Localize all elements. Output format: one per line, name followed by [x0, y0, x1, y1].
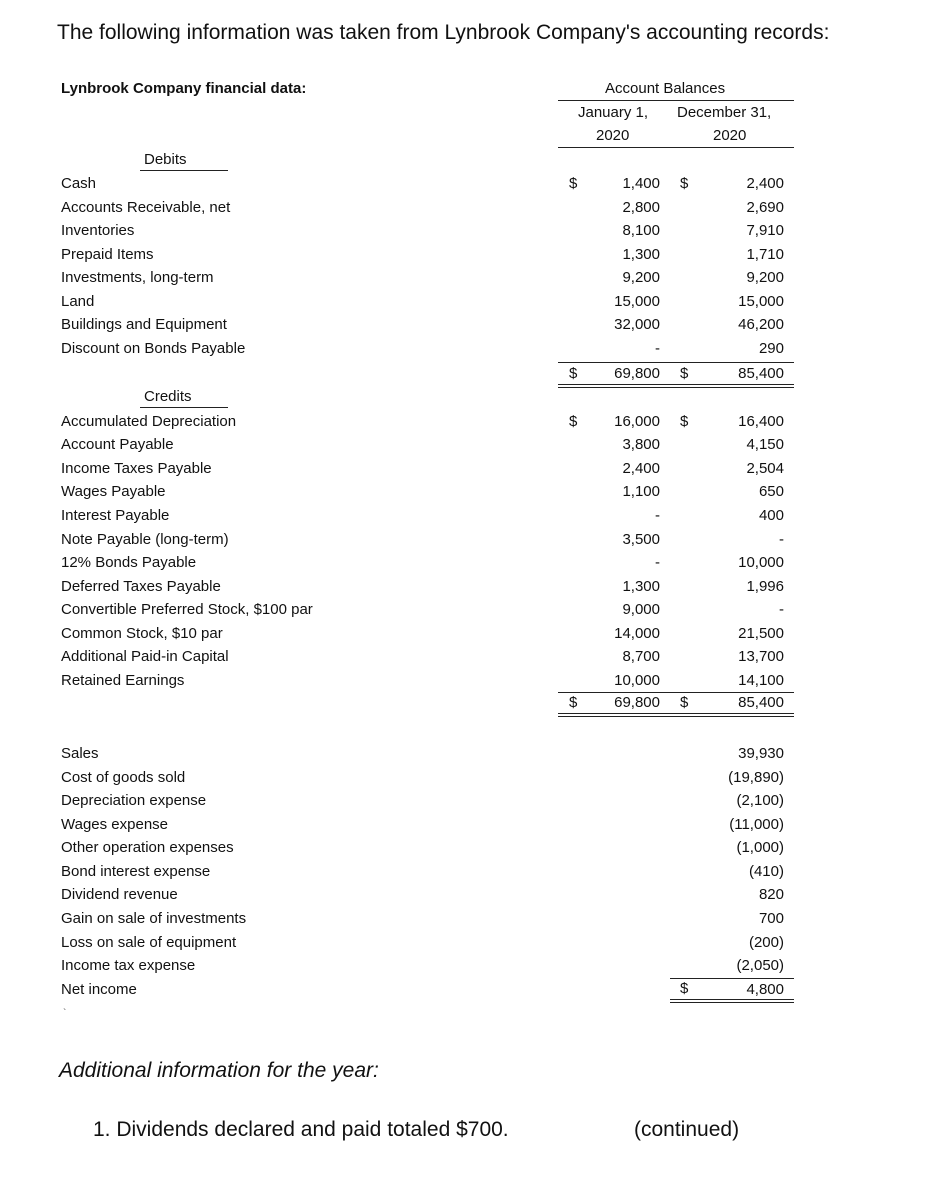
income-row-value: (200)	[748, 934, 784, 951]
credits-rule-top	[558, 692, 794, 693]
debits-rule-top	[558, 362, 794, 363]
debit-row-jan: 1,300	[622, 246, 660, 263]
debit-row-jan: 15,000	[614, 293, 660, 310]
debit-row-label: Discount on Bonds Payable	[61, 340, 246, 357]
credit-row-jan: 10,000	[614, 672, 660, 689]
account-balances-header: Account Balances	[605, 80, 726, 97]
credits-title: Credits	[144, 388, 192, 405]
debit-row-dec: 46,200	[738, 316, 784, 333]
income-row-value: (2,100)	[736, 792, 784, 809]
income-row-label: Depreciation expense	[61, 792, 207, 809]
debit-row-dec: 2,400	[746, 175, 784, 192]
income-row-value: 4,800	[746, 981, 784, 998]
credit-row-label: Deferred Taxes Payable	[61, 578, 221, 595]
dec-header-line2: 2020	[713, 127, 747, 144]
debit-row-jan: 9,200	[622, 269, 660, 286]
credit-row-jan: 3,500	[622, 531, 660, 548]
credit-row-dec: 14,100	[738, 672, 784, 689]
credit-row-label: Additional Paid-in Capital	[61, 648, 229, 665]
income-row-label: Net income	[61, 981, 137, 998]
debit-row-dec-dollar: $	[680, 175, 689, 192]
income-row-value: 39,930	[738, 745, 784, 762]
income-row-label: Bond interest expense	[61, 863, 211, 880]
income-row-value: (11,000)	[729, 816, 784, 833]
dec-header-line1: December 31,	[677, 104, 772, 121]
credit-row-label: Wages Payable	[61, 483, 166, 500]
credit-row-dec: -	[779, 531, 784, 548]
credits-total-dec-dollar: $	[680, 694, 689, 711]
intro-text: The following information was taken from Lynbrook Company's accounting records:	[57, 21, 830, 44]
credit-row-jan: -	[655, 554, 660, 571]
debit-row-jan: 1,400	[622, 175, 660, 192]
credit-row-jan: 2,400	[622, 460, 660, 477]
credit-row-dec: 16,400	[738, 413, 784, 430]
credit-row-label: 12% Bonds Payable	[61, 554, 197, 571]
income-rule-double	[670, 999, 794, 1003]
income-row-label: Sales	[61, 745, 99, 762]
credit-row-label: Convertible Preferred Stock, $100 par	[61, 601, 313, 618]
credit-row-jan: 3,800	[622, 436, 660, 453]
debit-row-jan: 32,000	[614, 316, 660, 333]
credit-row-label: Common Stock, $10 par	[61, 625, 223, 642]
debit-row-jan-dollar: $	[569, 175, 578, 192]
debit-row-label: Inventories	[61, 222, 135, 239]
income-row-label: Loss on sale of equipment	[61, 934, 237, 951]
credits-total-jan-dollar: $	[569, 694, 578, 711]
credit-row-label: Account Payable	[61, 436, 174, 453]
section-title: Lynbrook Company financial data:	[61, 80, 307, 97]
credit-row-dec: 13,700	[738, 648, 784, 665]
debits-total-dec: 85,400	[738, 365, 784, 382]
credit-row-dec: 4,150	[746, 436, 784, 453]
credit-row-jan: 1,300	[622, 578, 660, 595]
income-row-value: (2,050)	[736, 957, 784, 974]
credit-row-dec: 650	[758, 483, 784, 500]
debit-row-label: Prepaid Items	[61, 246, 154, 263]
debit-row-label: Land	[61, 293, 95, 310]
income-row-label: Gain on sale of investments	[61, 910, 247, 927]
debit-row-dec: 2,690	[746, 199, 784, 216]
debit-row-dec: 15,000	[738, 293, 784, 310]
tick-mark: `	[63, 1008, 67, 1019]
income-row-value: (410)	[748, 863, 784, 880]
credit-row-dec: 2,504	[746, 460, 784, 477]
debit-row-label: Buildings and Equipment	[61, 316, 227, 333]
income-row-label: Dividend revenue	[61, 886, 178, 903]
jan-header-line1: January 1,	[578, 104, 649, 121]
income-row-label: Wages expense	[61, 816, 169, 833]
credit-row-jan: 1,100	[622, 483, 660, 500]
income-row-label: Income tax expense	[61, 957, 196, 974]
credit-row-dec: -	[779, 601, 784, 618]
credit-row-label: Interest Payable	[61, 507, 170, 524]
credit-row-label: Accumulated Depreciation	[61, 413, 237, 430]
debit-row-dec: 7,910	[746, 222, 784, 239]
income-rule-top	[670, 978, 794, 979]
debits-total-jan-dollar: $	[569, 365, 578, 382]
header-rule-bottom	[558, 147, 794, 148]
debit-row-label: Cash	[61, 175, 97, 192]
income-row-label: Cost of goods sold	[61, 769, 186, 786]
additional-info-item-1: 1. Dividends declared and paid totaled $700.	[93, 1118, 509, 1141]
credit-row-label: Note Payable (long-term)	[61, 531, 229, 548]
debit-row-dec: 9,200	[746, 269, 784, 286]
debits-rule-double	[558, 384, 794, 388]
credit-row-dec-dollar: $	[680, 413, 689, 430]
income-row-value: (19,890)	[728, 769, 784, 786]
income-row-label: Other operation expenses	[61, 839, 234, 856]
net-income-dollar: $	[680, 980, 689, 997]
credit-row-label: Retained Earnings	[61, 672, 185, 689]
credit-row-dec: 400	[758, 507, 784, 524]
credits-title-underline	[140, 407, 228, 408]
debit-row-label: Accounts Receivable, net	[61, 199, 231, 216]
credit-row-dec: 1,996	[746, 578, 784, 595]
credits-total-jan: 69,800	[614, 694, 660, 711]
credit-row-jan: 16,000	[614, 413, 660, 430]
credit-row-dec: 21,500	[738, 625, 784, 642]
debit-row-jan: -	[655, 340, 660, 357]
credit-row-jan-dollar: $	[569, 413, 578, 430]
income-row-value: 700	[758, 910, 784, 927]
debit-row-label: Investments, long-term	[61, 269, 214, 286]
debits-title-underline	[140, 170, 228, 171]
additional-info-title: Additional information for the year:	[59, 1059, 379, 1082]
header-rule-top	[558, 100, 794, 101]
income-row-value: (1,000)	[736, 839, 784, 856]
jan-header-line2: 2020	[596, 127, 630, 144]
debit-row-dec: 290	[758, 340, 784, 357]
income-row-value: 820	[758, 886, 784, 903]
continued-note: (continued)	[634, 1118, 740, 1141]
credit-row-dec: 10,000	[738, 554, 784, 571]
credit-row-jan: 14,000	[614, 625, 660, 642]
credits-total-dec: 85,400	[738, 694, 784, 711]
debit-row-jan: 2,800	[622, 199, 660, 216]
debit-row-dec: 1,710	[746, 246, 784, 263]
debit-row-jan: 8,100	[622, 222, 660, 239]
debits-total-dec-dollar: $	[680, 365, 689, 382]
debits-total-jan: 69,800	[614, 365, 660, 382]
credit-row-jan: -	[655, 507, 660, 524]
credits-rule-double	[558, 713, 794, 717]
credit-row-jan: 9,000	[622, 601, 660, 618]
debits-title: Debits	[144, 151, 187, 168]
credit-row-label: Income Taxes Payable	[61, 460, 212, 477]
credit-row-jan: 8,700	[622, 648, 660, 665]
